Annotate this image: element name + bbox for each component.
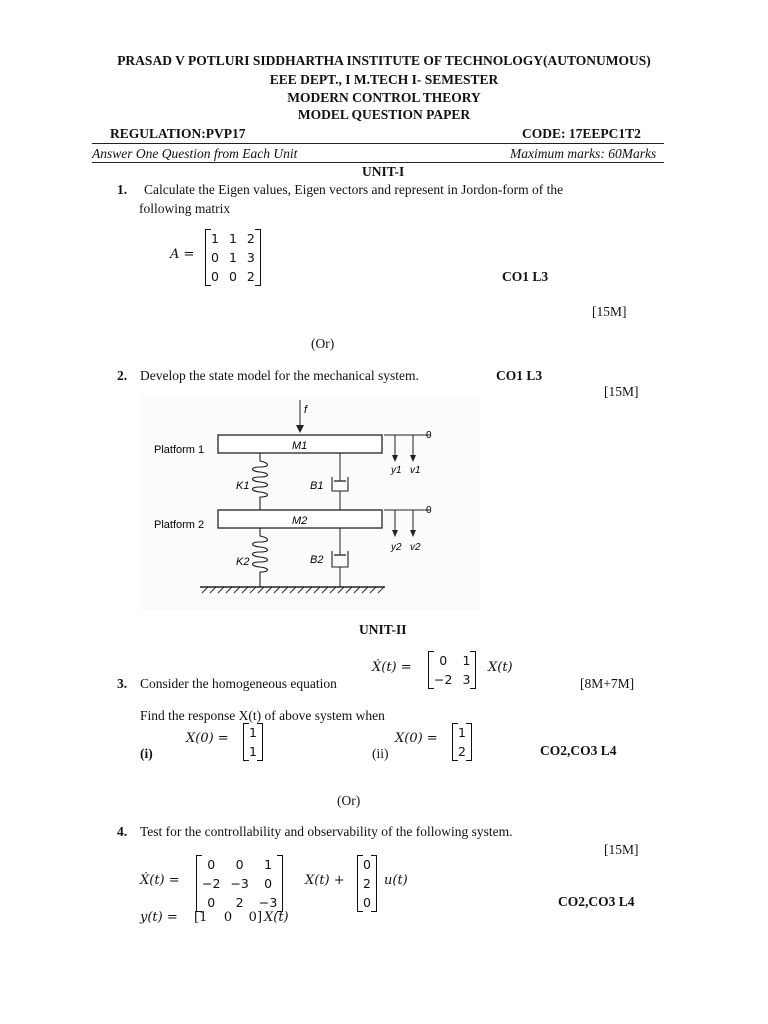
- m1-label: M1: [292, 440, 308, 452]
- q1-matrix: [205, 229, 261, 286]
- institute-name: PRASAD V POTLURI SIDDHARTHA INSTITUTE OF TECHNOLOGY(AUTONUMOUS): [117, 53, 651, 68]
- matrix-cell: 0: [211, 250, 219, 265]
- q4-co: CO2,CO3 L4: [558, 894, 635, 909]
- matrix-cell: 2: [458, 744, 466, 759]
- m2-label: M2: [292, 515, 308, 527]
- q2-marks: [15M]: [604, 384, 639, 399]
- header-rule-top: [92, 143, 664, 144]
- matrix-cell: 2: [246, 231, 255, 246]
- matrix-cell: 1: [228, 231, 237, 246]
- q4-marks: [15M]: [604, 842, 639, 857]
- matrix-cell: −2: [202, 876, 221, 891]
- mechanical-system-diagram: [140, 395, 480, 610]
- v1-label: v1: [410, 465, 421, 476]
- unit2-or: (Or): [337, 793, 361, 808]
- q3-co: CO2,CO3 L4: [540, 743, 617, 758]
- q4-input: u(t): [384, 873, 408, 888]
- matrix-cell: 2: [235, 895, 244, 910]
- zero1-label: 0: [426, 430, 432, 441]
- q4-mid: X(t) +: [305, 873, 345, 888]
- department: EEE DEPT., I M.TECH I- SEMESTER: [269, 72, 499, 87]
- q3-part-i: (i): [140, 746, 153, 761]
- q3-text: Consider the homogeneous equation: [140, 676, 337, 691]
- matrix-cell: 2: [246, 269, 255, 284]
- matrix-cell: 0: [207, 857, 216, 872]
- matrix-cell: −3: [230, 876, 249, 891]
- q1-lhs: A =: [170, 247, 195, 262]
- paper-title: MODEL QUESTION PAPER: [297, 107, 471, 122]
- matrix-cell: 1: [249, 725, 257, 740]
- q1-text-line1: Calculate the Eigen values, Eigen vectors and represent in Jordon-form of the: [144, 182, 564, 197]
- k1-label: K1: [236, 480, 250, 492]
- q4-output-rhs: X(t): [264, 910, 289, 925]
- q3-eq-rhs: X(t): [488, 660, 513, 675]
- matrix-cell: 0: [207, 895, 216, 910]
- b1-label: B1: [310, 480, 324, 492]
- unit1-or: (Or): [311, 336, 335, 351]
- unit1-title: UNIT-I: [362, 164, 405, 179]
- q4-output-lhs: y(t) =: [140, 910, 178, 925]
- q3-x0-lhs-i: X(0) =: [186, 731, 229, 746]
- course-code: CODE: 17EEPC1T2: [522, 126, 641, 141]
- q2-number: 2.: [117, 368, 128, 383]
- q1-text-line2: following matrix: [139, 201, 231, 216]
- matrix-cell: 0: [235, 857, 244, 872]
- b2-label: B2: [310, 554, 324, 566]
- q3-part-ii: (ii): [372, 746, 389, 761]
- q4-b-matrix: [357, 855, 377, 912]
- q3-x0-vector-ii: [452, 723, 472, 761]
- matrix-cell: 0: [363, 895, 371, 910]
- matrix-cell: 1: [249, 744, 257, 759]
- subject-title: MODERN CONTROL THEORY: [287, 90, 481, 105]
- y1-label: y1: [391, 465, 402, 476]
- matrix-cell: 0: [211, 269, 219, 284]
- matrix-cell: −2: [434, 672, 453, 687]
- matrix-cell: 0: [228, 269, 237, 284]
- q3-eq-matrix: [428, 651, 476, 689]
- q3-find: Find the response X(t) of above system when: [140, 708, 385, 723]
- q1-co: CO1 L3: [502, 269, 549, 284]
- q2-text: Develop the state model for the mechanical system.: [140, 368, 419, 383]
- q3-number: 3.: [117, 676, 128, 691]
- matrix-cell: 1: [458, 725, 466, 740]
- q1-marks: [15M]: [592, 304, 627, 319]
- y2-label: y2: [391, 542, 402, 553]
- q4-a-matrix: [196, 855, 283, 912]
- v2-label: v2: [410, 542, 421, 553]
- matrix-cell: 0: [264, 876, 273, 891]
- q3-marks: [8M+7M]: [580, 676, 635, 691]
- matrix-cell: 1: [211, 231, 219, 246]
- matrix-cell: 0: [363, 857, 371, 872]
- platform1-label: Platform 1: [154, 444, 205, 456]
- max-marks: Maximum marks: 60Marks: [510, 146, 657, 161]
- q4-number: 4.: [117, 824, 128, 839]
- matrix-cell: 0: [439, 653, 448, 668]
- zero2-label: 0: [426, 505, 432, 516]
- q4-c-matrix: [1 0 0]: [194, 910, 263, 925]
- k2-label: K2: [236, 556, 250, 568]
- q1-number: 1.: [117, 182, 128, 197]
- matrix-cell: 3: [462, 672, 471, 687]
- matrix-cell: 3: [246, 250, 255, 265]
- matrix-cell: 1: [264, 857, 273, 872]
- regulation: REGULATION:PVP17: [110, 126, 246, 141]
- q3-x0-lhs-ii: X(0) =: [395, 731, 438, 746]
- header-rule-bottom: [92, 162, 664, 163]
- matrix-cell: 1: [462, 653, 471, 668]
- matrix-cell: −3: [258, 895, 278, 910]
- unit2-title: UNIT-II: [359, 622, 407, 637]
- matrix-cell: 2: [363, 876, 371, 891]
- q2-co: CO1 L3: [496, 368, 543, 383]
- force-label: f: [304, 404, 308, 416]
- instruction: Answer One Question from Each Unit: [92, 146, 298, 161]
- q4-text: Test for the controllability and observability of the following system.: [140, 824, 513, 839]
- q4-state-lhs: Ẋ(t) =: [140, 873, 180, 888]
- q3-x0-vector-i: [243, 723, 263, 761]
- matrix-cell: 1: [228, 250, 237, 265]
- q3-eq-lhs: Ẋ(t) =: [372, 660, 412, 675]
- platform2-label: Platform 2: [154, 519, 205, 531]
